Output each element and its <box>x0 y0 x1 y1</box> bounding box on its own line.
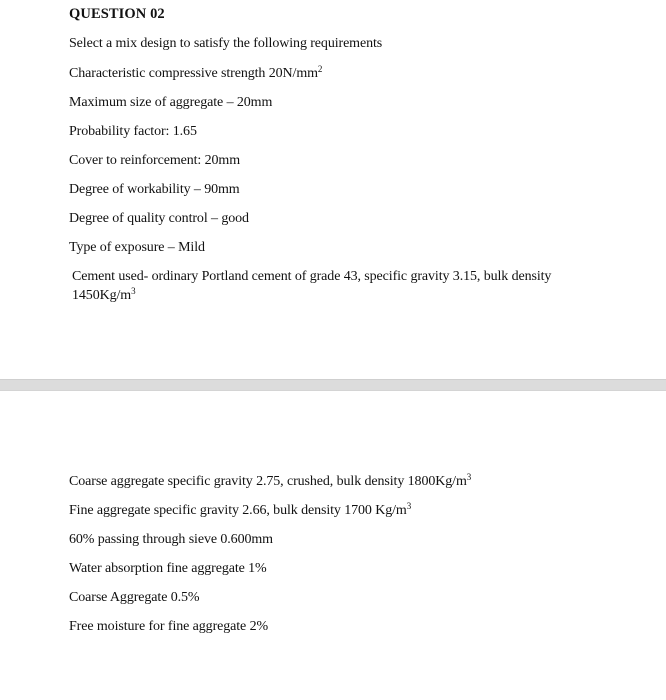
requirement-aggregate-size: Maximum size of aggregate – 20mm <box>69 95 273 110</box>
requirement-cover: Cover to reinforcement: 20mm <box>69 153 240 168</box>
page-divider <box>0 379 666 391</box>
requirement-strength <box>69 66 322 82</box>
intro-text: Select a mix design to satisfy the following requirements <box>69 36 383 51</box>
water-absorption-fine-line: Water absorption fine aggregate 1% <box>69 561 267 576</box>
coarse-superscript: 3 <box>466 472 472 482</box>
water-absorption-coarse-line: Coarse Aggregate 0.5% <box>69 590 200 605</box>
requirement-strength-text: Characteristic compressive strength 20N/mm <box>69 66 318 81</box>
sieve-line: 60% passing through sieve 0.600mm <box>69 532 273 547</box>
fine-superscript: 3 <box>406 501 412 511</box>
requirement-probability: Probability factor: 1.65 <box>69 124 197 139</box>
question-heading: QUESTION 02 <box>69 6 165 22</box>
fine-aggregate-text: Fine aggregate specific gravity 2.66, bulk density 1700 Kg/m <box>69 503 407 518</box>
requirement-quality-control: Degree of quality control – good <box>69 211 249 226</box>
cement-line-2 <box>72 288 136 304</box>
coarse-aggregate-line <box>69 474 471 490</box>
strength-superscript: 2 <box>317 64 323 74</box>
requirement-exposure: Type of exposure – Mild <box>69 240 205 255</box>
fine-aggregate-line <box>69 503 411 519</box>
requirement-workability: Degree of workability – 90mm <box>69 182 240 197</box>
coarse-aggregate-text: Coarse aggregate specific gravity 2.75, crushed, bulk density 1800Kg/m <box>69 474 467 489</box>
cement-line-2-text: 1450Kg/m <box>72 288 132 303</box>
cement-superscript: 3 <box>131 286 136 296</box>
cement-line-1: Cement used- ordinary Portland cement of grade 43, specific gravity 3.15, bulk density <box>72 269 552 284</box>
free-moisture-line: Free moisture for fine aggregate 2% <box>69 619 269 634</box>
